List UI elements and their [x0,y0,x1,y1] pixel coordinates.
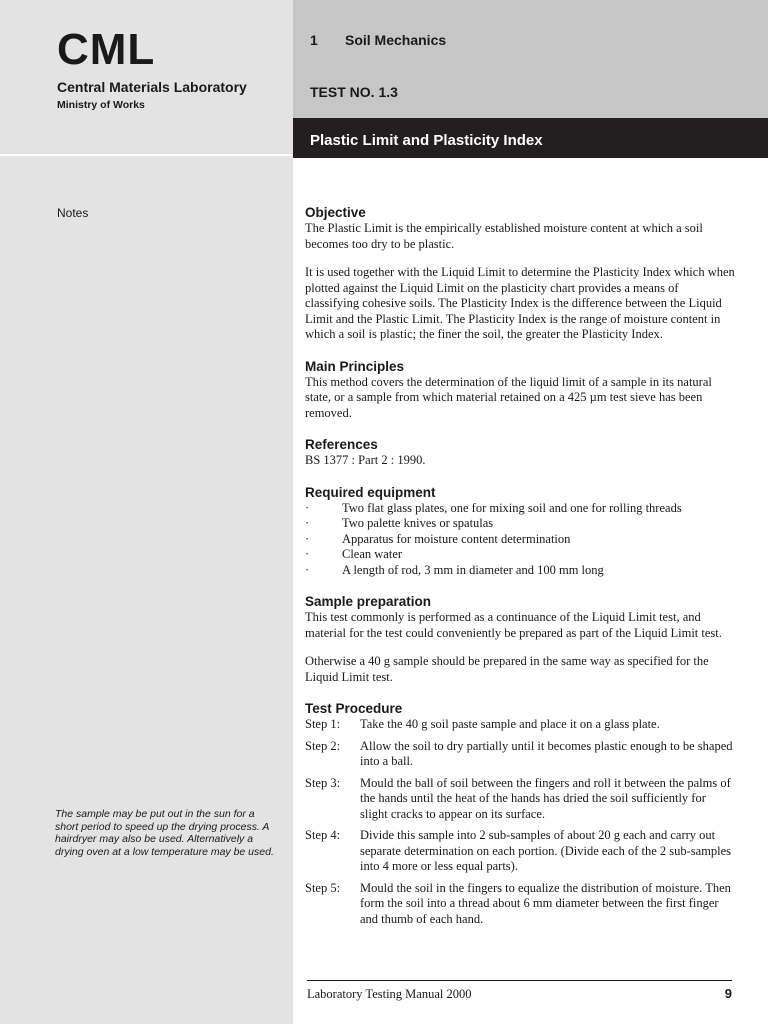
list-item [305,547,735,563]
procedure-steps [305,717,735,927]
bullet-icon: · [305,547,310,561]
equipment-list [305,501,735,579]
sidebar-divider [0,154,293,156]
margin-note: The sample may be put out in the sun for a short period to speed up the drying process. A hairdryer may also be used. Alternatively a drying oven at a low temperature may be used. [55,808,274,858]
list-item [305,532,735,548]
procedure-step [305,739,735,770]
list-item-text: Two palette knives or spatulas [342,516,494,530]
objective-paragraph-1: The Plastic Limit is the empirically established moisture content at which a soil becomes too dry to be plastic. [305,221,703,251]
step-label: Step 2: [305,738,341,753]
preparation-paragraph-2: Otherwise a 40 g sample should be prepared in the same way as specified for the Liquid Limit test. [305,654,709,684]
bullet-icon: · [305,531,310,546]
header-band [293,0,768,118]
list-item [305,563,735,579]
footer-manual-title: Laboratory Testing Manual 2000 [307,987,472,1001]
bullet-icon: · [305,516,310,530]
step-label: Step 1: [305,717,341,731]
list-item-text: Two flat glass plates, one for mixing soil and one for rolling threads [342,500,682,515]
title-bar [293,118,768,158]
page-title: Plastic Limit and Plasticity Index [310,132,543,149]
step-text: Allow the soil to dry partially until it becomes plastic enough to be shaped into a ball. [360,738,733,768]
step-label: Step 5: [305,880,341,895]
procedure-step [305,828,735,875]
equipment-heading: Required equipment [305,484,436,500]
footer-divider [307,980,732,981]
references-heading: References [305,437,378,452]
step-label: Step 3: [305,775,341,790]
step-label: Step 4: [305,828,341,842]
objective-heading: Objective [305,205,366,220]
procedure-step [305,717,735,733]
step-text: Divide this sample into 2 sub-samples of about 20 g each and carry out separate determination on each portion. (Divide each of the 2 sub-samples into 4 more or less equal parts). [360,828,732,873]
list-item-text: A length of rod, 3 mm in diameter and 100 mm long [342,562,604,577]
preparation-heading: Sample preparation [305,594,432,609]
procedure-heading: Test Procedure [305,701,403,716]
section-name: Soil Mechanics [345,32,447,48]
procedure-step [305,881,735,928]
list-item-text: Apparatus for moisture content determination [342,531,571,546]
objective-paragraph-2: It is used together with the Liquid Limit to determine the Plasticity Index which when plotted against the Liquid Limit on the plasticity chart provides a means of classifying cohesive soils. The Plasticity Index is the difference between the Liquid Limit and the Plastic Limit. The Plasticity Index is the range of moisture content in which a soil is plastic; the finer the soil, the greater the Plasticity Index. [305,265,735,341]
step-text: Mould the soil in the fingers to equalize the distribution of moisture. Then form the soil into a thread about 6 mm diameter between the first finger and thumb of each hand. [360,880,731,926]
page-number: 9 [724,986,732,1001]
main-content [305,204,735,933]
list-item [305,501,735,517]
bullet-icon: · [305,500,310,515]
principles-heading: Main Principles [305,358,405,374]
references-text: BS 1377 : Part 2 : 1990. [305,453,426,467]
principles-paragraph: This method covers the determination of the liquid limit of a sample in its natural state, or a sample from which material retained on a 425 µm test sieve has been removed. [305,374,712,420]
bullet-icon: · [305,562,310,577]
step-text: Mould the ball of soil between the fingers and roll it between the palms of the hands until the heat of the hands has dried the soil sufficiently for slight cracks to appear on its surface. [360,775,731,821]
notes-heading: Notes [57,206,89,220]
section-number: 1 [310,32,318,48]
cml-logo: CML [57,25,156,74]
test-number: TEST NO. 1.3 [310,84,398,100]
ministry-name: Ministry of Works [57,99,145,111]
list-item [305,516,735,532]
step-text: Take the 40 g soil paste sample and place it on a glass plate. [360,717,660,731]
list-item-text: Clean water [342,547,403,561]
preparation-paragraph-1: This test commonly is performed as a continuance of the Liquid Limit test, and material for the test could conveniently be prepared as part of the Liquid Limit test. [305,610,722,640]
procedure-step [305,776,735,823]
organization-name: Central Materials Laboratory [57,79,247,95]
